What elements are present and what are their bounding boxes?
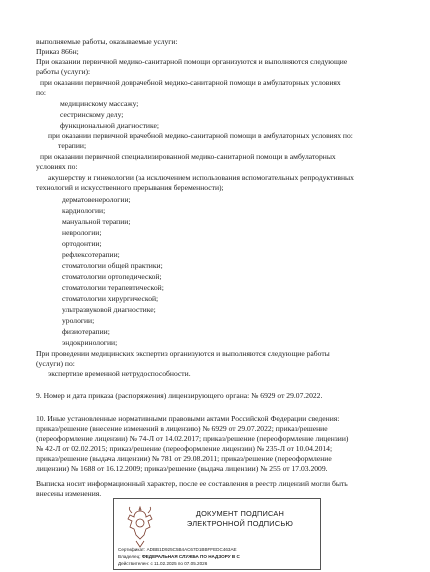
text-line: при оказании первичной доврачебной медико-санитарной помощи в амбулаторных условиях [40, 78, 341, 87]
stamp-owner [118, 554, 240, 560]
list-item: неврологии; [62, 228, 102, 237]
text-line: (переоформление лицензии) № 74-Л от 14.02.2017; приказ/решение (переоформление лицензии) [36, 434, 349, 443]
list-item: ультразвуковой диагностике; [62, 305, 156, 314]
text-line: работы (услуги): [36, 67, 91, 76]
list-item: дерматовенерологии; [62, 195, 131, 204]
cert-value: АDВВ1D925С5В4АС67D1ВВFFEDC463АЕ [146, 547, 237, 552]
text-line: по: [36, 88, 46, 97]
list-item: стоматологии терапевтической; [62, 283, 164, 292]
valid-value: с 11.02.2025 по 07.05.2026 [150, 561, 208, 566]
disclaimer-line: внесены изменения. [36, 489, 102, 498]
owner-value: ФЕДЕРАЛЬНАЯ СЛУЖБА ПО НАДЗОРУ В С [141, 554, 240, 559]
list-item: сестринскому делу; [60, 110, 124, 119]
list-item: кардиологии; [62, 206, 106, 215]
list-item: акушерству и гинекологии (за исключением использования вспомогательных репродуктивных [48, 173, 354, 182]
text-line: Приказ 866н; [36, 47, 79, 56]
cert-label: Сертификат: [118, 547, 146, 552]
text-line: № 42-Л от 02.02.2015; приказ/решение (переоформление лицензии) № 235-Л от 10.04.2014; [36, 444, 333, 453]
text-line: приказ/решение (выдача лицензии) № 781 от 29.08.2011; приказ/решение (переоформление [36, 454, 332, 463]
text-line: при оказании первичной специализированной медико-санитарной помощи в амбулаторных [40, 152, 336, 161]
text-line: (услуги) по: [36, 359, 75, 368]
stamp-title: ДОКУМЕНТ ПОДПИСАН [195, 509, 285, 518]
text-line: При оказании первичной медико-санитарной помощи организуются и выполняются следующие [36, 57, 348, 66]
valid-label: Действителен: [118, 561, 150, 566]
list-item: медицинскому массажу; [60, 99, 139, 108]
list-item: стоматологии общей практики; [62, 261, 163, 270]
text-line: лицензии) № 1688 от 16.12.2009; приказ/решение (выдача лицензии) № 255 от 17.03.2009. [36, 464, 328, 473]
text-line: приказ/решение (внесение изменений в лицензию) № 6929 от 29.07.2022; приказ/решение [36, 424, 328, 433]
coat-of-arms-icon [124, 505, 156, 549]
disclaimer-line: Выписка носит информационный характер, после ее составления в реестр лицензий могли быть [36, 479, 348, 488]
text-line: условиях по: [36, 162, 78, 171]
text-line: При проведении медицинских экспертиз организуются и выполняются следующие работы [36, 349, 330, 358]
owner-label: Владелец: [118, 554, 141, 559]
electronic-signature-stamp [113, 498, 321, 570]
list-item: мануальной терапии; [62, 217, 131, 226]
section-10-heading: 10. Иные установленные нормативными правовыми актами Российской Федерации сведения: [36, 414, 340, 423]
text-line: выполняемые работы, оказываемые услуги: [36, 37, 178, 46]
stamp-certificate [118, 547, 237, 553]
list-item: функциональной диагностике; [60, 121, 159, 130]
list-item: эндокринологии; [62, 338, 118, 347]
text-line: при оказании первичной врачебной медико-санитарной помощи в амбулаторных условиях по: [48, 131, 353, 140]
text-line: технологий и искусственного прерывания беременности); [36, 183, 224, 192]
stamp-validity [118, 561, 207, 567]
list-item: стоматологии хирургической; [62, 294, 159, 303]
section-9: 9. Номер и дата приказа (распоряжения) лицензирующего органа: № 6929 от 29.07.2022. [36, 391, 323, 400]
list-item: урологии; [62, 316, 95, 325]
stamp-subtitle: ЭЛЕКТРОННОЙ ПОДПИСЬЮ [186, 519, 294, 528]
list-item: физиотерапии; [62, 327, 110, 336]
list-item: терапии; [58, 141, 87, 150]
list-item: стоматологии ортопедической; [62, 272, 162, 281]
list-item: экспертизе временной нетрудоспособности. [48, 369, 191, 378]
list-item: ортодонтии; [62, 239, 102, 248]
list-item: рефлексотерапии; [62, 250, 120, 259]
